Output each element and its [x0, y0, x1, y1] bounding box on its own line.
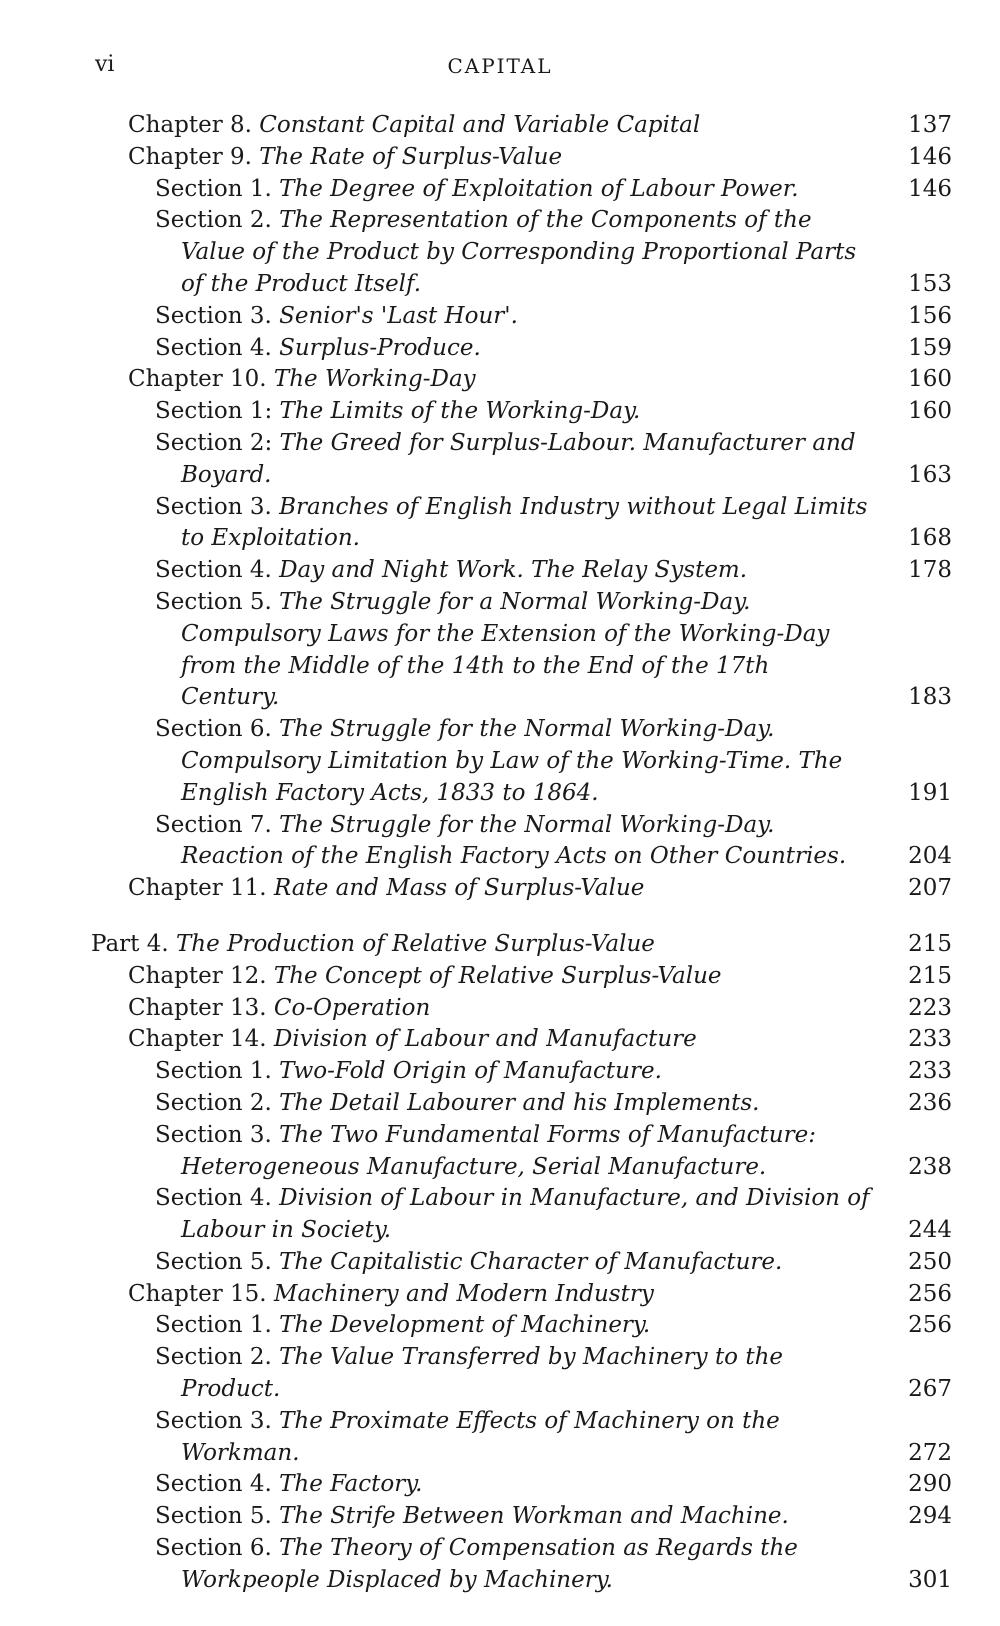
toc-entry-chapter: [0, 961, 1000, 993]
toc-entry-label: Section 4.: [155, 334, 272, 361]
toc-entry-page-number: 146: [908, 175, 952, 202]
toc-entry-title: The Detail Labourer and his Implements.: [279, 1089, 760, 1116]
toc-entry-chapter: [0, 873, 1000, 905]
toc-entry-page-number: 153: [908, 270, 952, 297]
toc-entry-text: [155, 714, 871, 809]
toc-entry-title: The Concept of Relative Surplus-Value: [273, 962, 722, 989]
toc-entry-page-number: 215: [908, 930, 952, 957]
toc-entry-title: The Struggle for the Normal Working-Day. Compulsory Limitation by Law of the Working-Time. The English Factory Acts, 1833 to 1864.: [181, 716, 843, 806]
toc-entry-title: The Struggle for the Normal Working-Day. Reaction of the English Factory Acts on Other Countries.: [181, 811, 847, 870]
toc-entry-section: [0, 1469, 1000, 1501]
toc-entry-section: [0, 1120, 1000, 1184]
toc-entry-page-number: 294: [908, 1503, 952, 1530]
toc-entry-title: The Limits of the Working-Day.: [279, 398, 641, 425]
toc-entry-page-number: 178: [908, 557, 952, 584]
toc-entry-text: [155, 1533, 871, 1597]
toc-entry-section: [0, 1533, 1000, 1597]
toc-entry-page-number: 223: [908, 994, 952, 1021]
toc-entry-label: Section 3.: [155, 302, 272, 329]
toc-entry-title: The Struggle for a Normal Working-Day. Compulsory Laws for the Extension of the Working-Day from the Middle of the 14th to the End of the 17th Century.: [181, 588, 830, 711]
toc-entry-title: Day and Night Work. The Relay System.: [279, 557, 748, 584]
toc-entry-title: The Representation of the Components of the Value of the Product by Corresponding Proportional Parts of the Product Itself.: [181, 207, 857, 297]
toc-entry-text: [155, 555, 871, 587]
toc-entry-text: [155, 174, 871, 206]
toc-entry-page-number: 146: [908, 143, 952, 170]
toc-entry-title: The Two Fundamental Forms of Manufacture: Heterogeneous Manufacture, Serial Manufacture.: [181, 1121, 816, 1180]
toc-entry-page-number: 191: [908, 779, 952, 806]
toc-entry-text: [155, 492, 871, 556]
toc-entry-text: [155, 333, 871, 365]
toc-entry-text: [155, 1056, 871, 1088]
toc-entry-page-number: 207: [908, 875, 952, 902]
toc-entry-title: Constant Capital and Variable Capital: [259, 112, 701, 138]
toc-entry-title: Two-Fold Origin of Manufacture.: [279, 1058, 662, 1085]
toc-entry-label: Section 4.: [155, 557, 272, 584]
toc-entry-page-number: 137: [908, 112, 952, 138]
page-folio: vi: [95, 52, 115, 77]
toc-entry-page-number: 256: [908, 1312, 952, 1339]
toc-entry-page-number: 233: [908, 1026, 952, 1053]
toc-entry-section: [0, 1342, 1000, 1406]
toc-entry-label: Section 2.: [155, 1344, 272, 1371]
toc-entry-label: Section 3.: [155, 1407, 272, 1434]
toc-entry-section: [0, 1088, 1000, 1120]
toc-entry-page-number: 267: [908, 1376, 952, 1403]
toc-entry-section: [0, 492, 1000, 556]
toc-entry-label: Section 1.: [155, 1058, 272, 1085]
toc-entry-page-number: 236: [908, 1089, 952, 1116]
toc-entry-page-number: 183: [908, 684, 952, 711]
toc-entry-title: Rate and Mass of Surplus-Value: [273, 875, 645, 902]
toc-entry-title: Division of Labour in Manufacture, and Division of Labour in Society.: [181, 1185, 870, 1244]
toc-entry-label: Section 3.: [155, 493, 272, 520]
toc-entry-section: [0, 1501, 1000, 1533]
toc-entry-text: [155, 1120, 871, 1184]
toc-entry-title: The Proximate Effects of Machinery on the Workman.: [181, 1407, 780, 1466]
toc-entry-label: Chapter 13.: [128, 994, 267, 1021]
toc-entry-text: [128, 873, 868, 905]
toc-entry-section: [0, 1056, 1000, 1088]
toc-entry-section: [0, 1406, 1000, 1470]
toc-entry-title: The Development of Machinery.: [279, 1312, 651, 1339]
toc-entry-text: [128, 364, 868, 396]
toc-entry-section: [0, 1310, 1000, 1342]
toc-entry-page-number: 256: [908, 1280, 952, 1307]
toc-entry-title: The Theory of Compensation as Regards the Workpeople Displaced by Machinery.: [181, 1535, 798, 1593]
toc-entry-page-number: 160: [908, 398, 952, 425]
toc-entry-text: [155, 1310, 871, 1342]
toc-entry-title: Machinery and Modern Industry: [273, 1280, 654, 1307]
toc-entry-label: Section 4.: [155, 1185, 272, 1212]
toc-entry-label: Section 7.: [155, 811, 272, 838]
toc-entry-section: [0, 1247, 1000, 1279]
toc-entry-text: [128, 1024, 868, 1056]
toc-entry-page-number: 163: [908, 461, 952, 488]
toc-entry-section: [0, 714, 1000, 809]
toc-entry-label: Section 5.: [155, 1503, 272, 1530]
toc-entry-section: [0, 301, 1000, 333]
toc-entry-section: [0, 587, 1000, 714]
toc-entry-label: Section 5.: [155, 588, 272, 615]
toc-entry-text: [128, 961, 868, 993]
toc-entry-text: [128, 993, 868, 1025]
toc-entry-label: Section 3.: [155, 1121, 272, 1148]
toc-entry-text: [155, 1183, 871, 1247]
table-of-contents: [0, 110, 1000, 1597]
toc-entry-chapter: [0, 364, 1000, 396]
toc-entry-title: The Production of Relative Surplus-Value: [175, 930, 655, 957]
toc-entry-label: Chapter 8.: [128, 112, 252, 138]
toc-entry-label: Section 1.: [155, 175, 272, 202]
toc-entry-page-number: 233: [908, 1058, 952, 1085]
toc-entry-label: Part 4.: [91, 930, 169, 957]
running-head: [0, 52, 1000, 82]
toc-entry-text: [155, 301, 871, 333]
toc-entry-page-number: 250: [908, 1248, 952, 1275]
toc-entry-text: [155, 396, 871, 428]
toc-entry-page-number: 272: [908, 1439, 952, 1466]
toc-entry-page-number: 168: [908, 525, 952, 552]
toc-entry-section: [0, 174, 1000, 206]
toc-entry-text: [155, 1342, 871, 1406]
toc-entry-text: [128, 1279, 868, 1311]
toc-entry-text: [155, 1088, 871, 1120]
toc-entry-title: Co-Operation: [273, 994, 431, 1021]
toc-entry-section: [0, 810, 1000, 874]
toc-entry-title: The Degree of Exploitation of Labour Power.: [279, 175, 799, 202]
toc-entry-label: Section 6.: [155, 1535, 272, 1562]
toc-entry-text: [155, 1406, 871, 1470]
toc-entry-text: [155, 205, 871, 300]
toc-entry-title: The Working-Day: [273, 366, 476, 393]
toc-entry-text: [155, 1469, 871, 1501]
toc-entry-text: [155, 428, 871, 492]
toc-entry-title: The Rate of Surplus-Value: [259, 143, 563, 170]
toc-entry-chapter: [0, 110, 1000, 142]
toc-entry-title: The Value Transferred by Machinery to the Product.: [181, 1344, 784, 1403]
toc-entry-chapter: [0, 142, 1000, 174]
toc-entry-section: [0, 555, 1000, 587]
toc-entry-label: Chapter 9.: [128, 143, 252, 170]
toc-entry-title: Senior's 'Last Hour'.: [279, 302, 518, 329]
toc-entry-label: Chapter 14.: [128, 1026, 267, 1053]
toc-entry-page-number: 156: [908, 302, 952, 329]
toc-entry-title: The Greed for Surplus-Labour. Manufacturer and Boyard.: [181, 429, 856, 488]
toc-entry-page-number: 301: [908, 1566, 952, 1593]
running-title: CAPITAL: [447, 54, 553, 78]
toc-entry-label: Section 6.: [155, 716, 272, 743]
toc-entry-label: Section 2.: [155, 207, 272, 234]
toc-entry-page-number: 244: [908, 1217, 952, 1244]
toc-entry-text: [155, 1501, 871, 1533]
toc-entry-page-number: 159: [908, 334, 952, 361]
toc-entry-section: [0, 396, 1000, 428]
toc-entry-label: Chapter 15.: [128, 1280, 267, 1307]
toc-entry-label: Chapter 11.: [128, 875, 267, 902]
toc-entry-chapter: [0, 1024, 1000, 1056]
toc-entry-label: Section 4.: [155, 1471, 272, 1498]
toc-entry-title: The Capitalistic Character of Manufacture.: [279, 1248, 783, 1275]
toc-entry-label: Chapter 12.: [128, 962, 267, 989]
toc-entry-title: Branches of English Industry without Legal Limits to Exploitation.: [181, 493, 868, 552]
toc-entry-chapter: [0, 1279, 1000, 1311]
toc-entry-title: Division of Labour and Manufacture: [273, 1026, 697, 1053]
toc-entry-page-number: 238: [908, 1153, 952, 1180]
toc-entry-label: Section 2:: [155, 429, 273, 456]
toc-entry-title: The Strife Between Workman and Machine.: [279, 1503, 789, 1530]
toc-entry-section: [0, 205, 1000, 300]
toc-entry-text: [155, 1247, 871, 1279]
toc-entry-page-number: 204: [908, 843, 952, 870]
toc-entry-title: Surplus-Produce.: [279, 334, 481, 361]
toc-entry-part: [0, 929, 1000, 961]
toc-entry-text: [155, 587, 871, 714]
toc-entry-section: [0, 428, 1000, 492]
toc-entry-text: [155, 810, 871, 874]
toc-entry-label: Chapter 10.: [128, 366, 267, 393]
toc-entry-label: Section 1.: [155, 1312, 272, 1339]
toc-entry-page-number: 215: [908, 962, 952, 989]
toc-entry-page-number: 290: [908, 1471, 952, 1498]
toc-entry-text: [91, 929, 861, 961]
toc-entry-section: [0, 333, 1000, 365]
toc-entry-page-number: 160: [908, 366, 952, 393]
toc-entry-text: [128, 142, 868, 174]
toc-entry-title: The Factory.: [279, 1471, 423, 1498]
toc-entry-chapter: [0, 993, 1000, 1025]
toc-entry-label: Section 5.: [155, 1248, 272, 1275]
toc-entry-label: Section 2.: [155, 1089, 272, 1116]
toc-entry-label: Section 1:: [155, 398, 273, 425]
toc-entry-text: [128, 110, 868, 142]
toc-entry-section: [0, 1183, 1000, 1247]
